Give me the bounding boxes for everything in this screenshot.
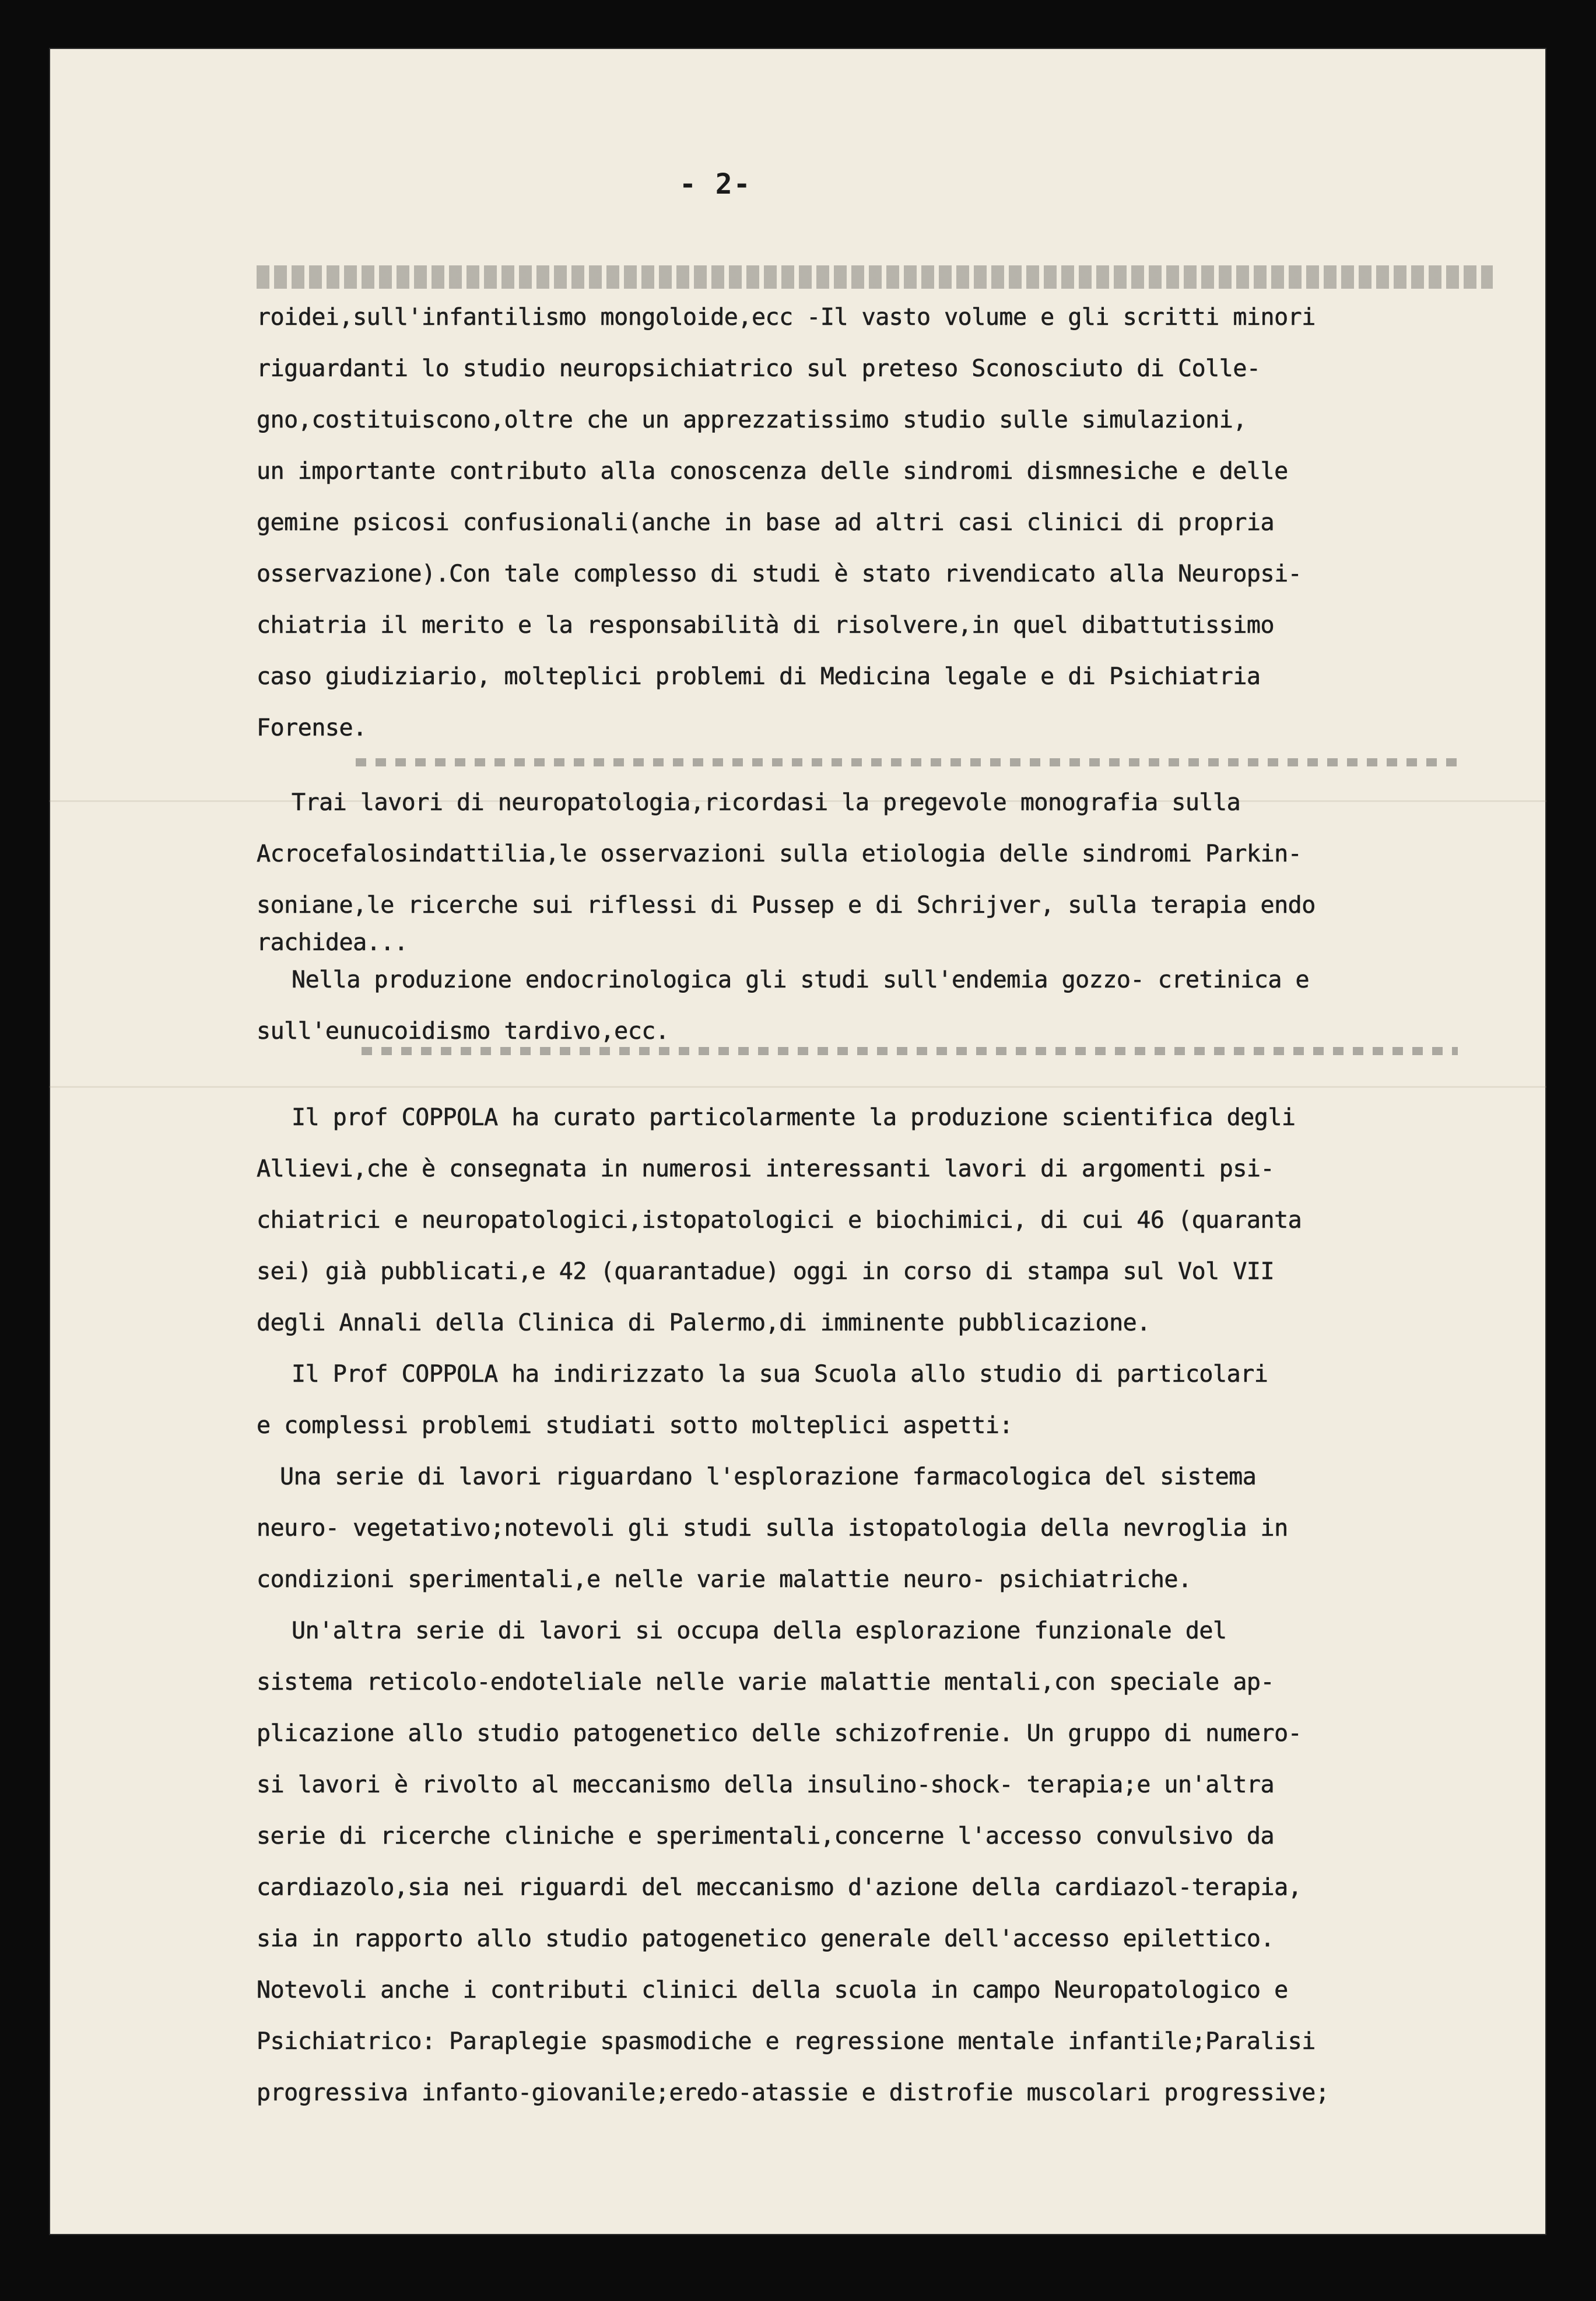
text-line: Nella produzione endocrinologica gli studi sull'endemia gozzo- cretinica e xyxy=(292,966,1310,993)
text-line: un importante contributo alla conoscenza delle sindromi dismnesiche e delle xyxy=(257,458,1288,485)
text-line: riguardanti lo studio neuropsichiatrico sul preteso Sconosciuto di Colle- xyxy=(257,355,1261,382)
text-line: roidei,sull'infantilismo mongoloide,ecc -Il vasto volume e gli scritti minori xyxy=(257,304,1316,331)
text-line: sull'eunucoidismo tardivo,ecc. xyxy=(257,1018,669,1045)
text-line: gemine psicosi confusionali(anche in base ad altri casi clinici di propria xyxy=(257,509,1275,536)
text-line: osservazione).Con tale complesso di studi è stato rivendicato alla Neuropsi- xyxy=(257,561,1302,587)
text-line: Un'altra serie di lavori si occupa della esplorazione funzionale del xyxy=(292,1617,1227,1644)
text-line: plicazione allo studio patogenetico delle schizofrenie. Un gruppo di numero- xyxy=(257,1720,1302,1747)
text-line: gno,costituiscono,oltre che un apprezzatissimo studio sulle simulazioni, xyxy=(257,407,1247,433)
text-line: progressiva infanto-giovanile;eredo-atassie e distrofie muscolari progressive; xyxy=(257,2079,1330,2106)
text-line: Trai lavori di neuropatologia,ricordasi la pregevole monografia sulla xyxy=(292,789,1241,816)
typed-text-body xyxy=(257,292,1493,2118)
text-line: serie di ricerche cliniche e sperimentali,concerne l'accesso convulsivo da xyxy=(257,1823,1275,1850)
text-line: e complessi problemi studiati sotto molteplici aspetti: xyxy=(257,1412,1013,1439)
text-line: Allievi,che è consegnata in numerosi interessanti lavori di argomenti psi- xyxy=(257,1155,1275,1182)
text-line: rachidea... xyxy=(257,929,408,956)
text-line: Acrocefalosindattilia,le osservazioni sulla etiologia delle sindromi Parkin- xyxy=(257,840,1302,867)
text-line: si lavori è rivolto al meccanismo della insulino-shock- terapia;e un'altra xyxy=(257,1771,1275,1798)
page-number: - 2- xyxy=(679,168,752,201)
text-line: Forense. xyxy=(257,715,367,741)
text-line: chiatrici e neuropatologici,istopatologici e biochimici, di cui 46 (quaranta xyxy=(257,1207,1302,1234)
text-line: neuro- vegetativo;notevoli gli studi sulla istopatologia della nevroglia in xyxy=(257,1515,1288,1542)
text-line: Il Prof COPPOLA ha indirizzato la sua Scuola allo studio di particolari xyxy=(292,1361,1268,1388)
text-line: sia in rapporto allo studio patogenetico generale dell'accesso epilettico. xyxy=(257,1925,1275,1952)
struck-out-line xyxy=(257,265,1493,289)
text-line: soniane,le ricerche sui riflessi di Pussep e di Schrijver, sulla terapia endo xyxy=(257,892,1316,919)
text-line: degli Annali della Clinica di Palermo,di imminente pubblicazione. xyxy=(257,1309,1150,1336)
text-line: cardiazolo,sia nei riguardi del meccanismo d'azione della cardiazol-terapia, xyxy=(257,1874,1302,1901)
text-line: sistema reticolo-endoteliale nelle varie malattie mentali,con speciale ap- xyxy=(257,1669,1275,1696)
text-line: condizioni sperimentali,e nelle varie malattie neuro- psichiatriche. xyxy=(257,1566,1192,1593)
text-line: Psichiatrico: Paraplegie spasmodiche e regressione mentale infantile;Paralisi xyxy=(257,2028,1316,2055)
text-line: Notevoli anche i contributi clinici della scuola in campo Neuropatologico e xyxy=(257,1977,1288,2004)
text-line: Il prof COPPOLA ha curato particolarmente la produzione scientifica degli xyxy=(292,1104,1296,1131)
text-line: caso giudiziario, molteplici problemi di Medicina legale e di Psichiatria xyxy=(257,663,1261,690)
text-line: chiatria il merito e la responsabilità di risolvere,in quel dibattutissimo xyxy=(257,612,1275,639)
text-line: Una serie di lavori riguardano l'esplorazione farmacologica del sistema xyxy=(280,1463,1257,1490)
text-line: sei) già pubblicati,e 42 (quarantadue) oggi in corso di stampa sul Vol VII xyxy=(257,1258,1275,1285)
